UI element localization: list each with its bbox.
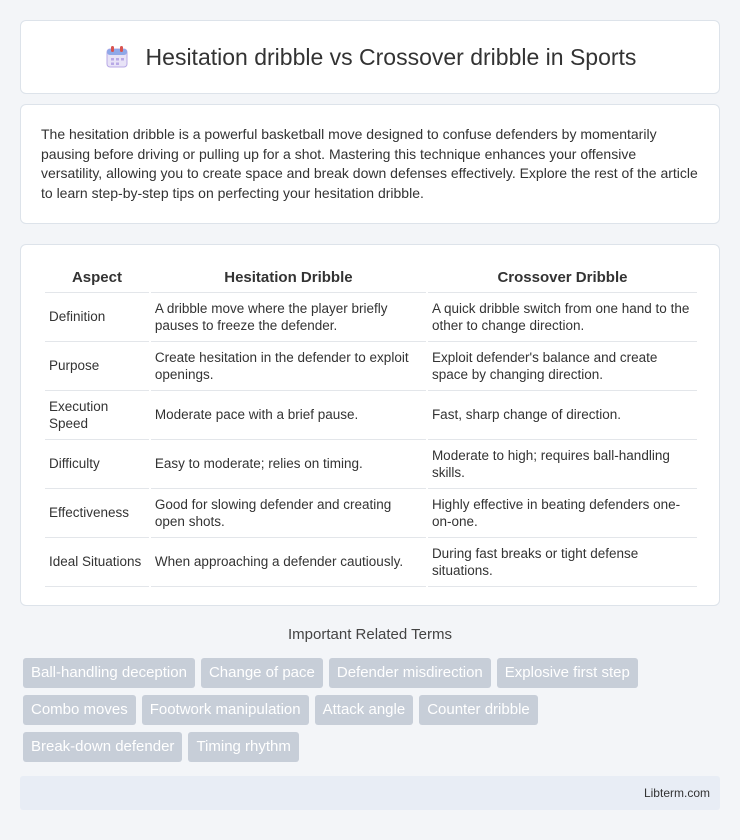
term-tag[interactable]: Timing rhythm bbox=[188, 732, 298, 762]
hesitation-cell: Easy to moderate; relies on timing. bbox=[151, 440, 426, 489]
aspect-cell: Definition bbox=[45, 293, 149, 342]
table-header-row bbox=[45, 263, 697, 293]
comparison-table bbox=[43, 263, 699, 587]
table-row bbox=[45, 391, 697, 440]
table-row bbox=[45, 342, 697, 391]
crossover-cell: During fast breaks or tight defense situations. bbox=[428, 538, 697, 587]
related-terms-title: Important Related Terms bbox=[288, 626, 452, 643]
aspect-cell: Ideal Situations bbox=[45, 538, 149, 587]
term-tag[interactable]: Change of pace bbox=[201, 658, 323, 688]
intro-text: The hesitation dribble is a powerful basketball move designed to confuse defenders by momentarily pausing before driving or pulling up for a shot. Mastering this technique enhances your offensive versatility, allowing you to create space and break down defenses effectively. Explore the rest of the article to learn step-by-step tips on perfecting your hesitation dribble. bbox=[41, 126, 698, 201]
term-tag[interactable]: Counter dribble bbox=[419, 695, 538, 725]
hesitation-cell: Moderate pace with a brief pause. bbox=[151, 391, 426, 440]
aspect-cell: Difficulty bbox=[45, 440, 149, 489]
tag-row bbox=[23, 658, 723, 688]
footer-site-link[interactable]: Libterm.com bbox=[643, 786, 710, 800]
term-tag[interactable]: Attack angle bbox=[315, 695, 414, 725]
aspect-cell: Execution Speed bbox=[45, 391, 149, 440]
calendar-icon bbox=[104, 44, 130, 70]
tag-row bbox=[23, 732, 723, 762]
header-card bbox=[20, 20, 720, 94]
term-tag[interactable]: Break-down defender bbox=[23, 732, 182, 762]
crossover-cell: A quick dribble switch from one hand to the other to change direction. bbox=[428, 293, 697, 342]
intro-card bbox=[20, 104, 720, 224]
header-crossover: Crossover Dribble bbox=[428, 263, 697, 293]
term-tag[interactable]: Explosive first step bbox=[497, 658, 638, 688]
title-wrap bbox=[104, 44, 637, 71]
term-tag[interactable]: Defender misdirection bbox=[329, 658, 491, 688]
crossover-cell: Highly effective in beating defenders one-on-one. bbox=[428, 489, 697, 538]
footer bbox=[20, 776, 720, 810]
crossover-cell: Fast, sharp change of direction. bbox=[428, 391, 697, 440]
hesitation-cell: A dribble move where the player briefly pauses to freeze the defender. bbox=[151, 293, 426, 342]
hesitation-cell: Good for slowing defender and creating open shots. bbox=[151, 489, 426, 538]
crossover-cell: Moderate to high; requires ball-handling skills. bbox=[428, 440, 697, 489]
header-aspect: Aspect bbox=[45, 263, 149, 293]
page-title: Hesitation dribble vs Crossover dribble in Sports bbox=[145, 43, 637, 70]
hesitation-cell: Create hesitation in the defender to exploit openings. bbox=[151, 342, 426, 391]
header-hesitation: Hesitation Dribble bbox=[151, 263, 426, 293]
aspect-cell: Effectiveness bbox=[45, 489, 149, 538]
table-row bbox=[45, 440, 697, 489]
term-tag[interactable]: Footwork manipulation bbox=[142, 695, 309, 725]
table-row bbox=[45, 293, 697, 342]
term-tag[interactable]: Ball-handling deception bbox=[23, 658, 195, 688]
table-row bbox=[45, 538, 697, 587]
table-row bbox=[45, 489, 697, 538]
comparison-table-card bbox=[20, 244, 720, 606]
term-tag[interactable]: Combo moves bbox=[23, 695, 136, 725]
aspect-cell: Purpose bbox=[45, 342, 149, 391]
hesitation-cell: When approaching a defender cautiously. bbox=[151, 538, 426, 587]
tag-row bbox=[23, 695, 723, 725]
crossover-cell: Exploit defender's balance and create space by changing direction. bbox=[428, 342, 697, 391]
related-terms-tags bbox=[23, 658, 723, 769]
